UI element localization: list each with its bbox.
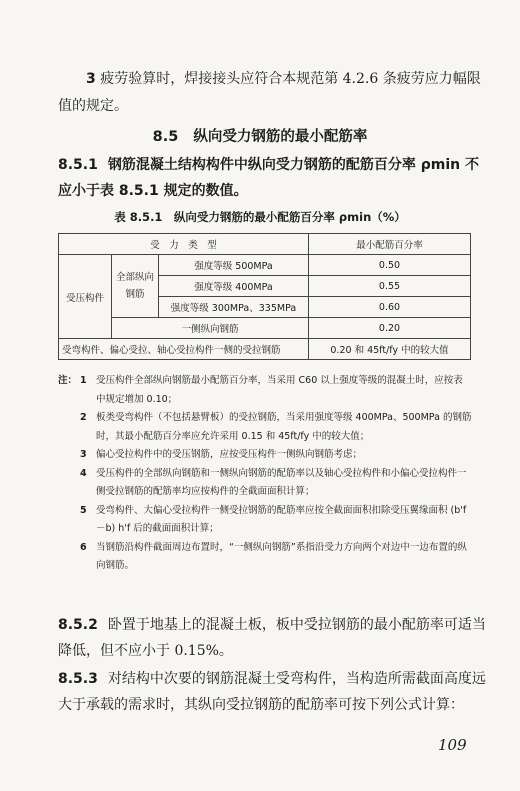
table-row [59,339,471,360]
clause-8-5-2 [58,612,488,664]
clause-text: 钢筋混凝土结构构件中纵向受力钢筋的配筋百分率 ρmin 不应小于表 8.5.1 规定的数值。 [58,157,479,199]
row-value-cell: 0.50 [309,255,471,276]
paragraph-number: 3 [86,71,96,87]
clause-8-5-1 [58,152,488,204]
note-text: 偏心受拉构件中的受压钢筋，应按受压构件一侧纵向钢筋考虑； [96,449,363,460]
table-row [59,255,471,276]
row-label-cell: 一侧纵向钢筋 [112,318,309,339]
notes-label: 注： [58,375,78,386]
note-number: 5 [80,504,87,516]
row-value-cell: 0.20 [309,318,471,339]
group-compression-cell: 受压构件 [59,255,112,339]
clause-8-5-3 [58,666,488,718]
clause-number: 8.5.2 [58,617,98,633]
note-text: 受压构件的全部纵向钢筋和一侧纵向钢筋的配筋率以及轴心受拉构件和小偏心受拉构件一侧受拉钢筋的配筋率均应按构件的全截面面积计算； [96,467,467,497]
note-item [58,409,472,446]
header-value-cell: 最小配筋百分率 [309,234,471,255]
paragraph-fatigue [58,66,488,120]
row-label-cell: 强度等级 400MPa [159,276,309,297]
note-number: 4 [80,467,87,479]
section-title: 纵向受力钢筋的最小配筋率 [193,129,368,145]
note-number: 3 [80,449,87,460]
note-text: 板类受弯构件（不包括悬臂板）的受拉钢筋，当采用强度等级 400MPa、500MPa 的钢筋时，其最小配筋百分率应允许采用 0.15 和 45ft/fy 中的较大值； [96,412,472,442]
min-reinforcement-table [58,233,471,360]
note-number: 6 [80,541,87,553]
note-item [58,465,472,502]
section-number: 8.5 [152,129,179,145]
table-caption: 表 8.5.1 纵向受力钢筋的最小配筋百分率 ρmin（%） [114,210,406,224]
table-notes [58,372,472,576]
paragraph-text: 疲劳验算时，焊接接头应符合本规范第 4.2.6 条疲劳应力幅限值的规定。 [58,71,481,114]
group-all-bars-cell: 全部纵向钢筋 [112,255,159,318]
note-item [58,539,472,576]
clause-number: 8.5.3 [58,671,98,687]
note-number: 1 [80,375,87,386]
section-heading [0,125,520,146]
page-number: 109 [438,736,467,754]
row-label-cell: 强度等级 300MPa、335MPa [159,297,309,318]
note-item [58,446,472,465]
clause-text: 卧置于地基上的混凝土板，板中受拉钢筋的最小配筋率可适当降低，但不应小于 0.15%。 [58,617,486,659]
note-text: 受弯构件、大偏心受拉构件一侧受拉钢筋的配筋率应按全截面面积扣除受压翼缘面积 (b'f－b) h'f 后的截面面积计算； [96,504,467,534]
note-number: 2 [80,412,87,423]
row-value-cell: 0.55 [309,276,471,297]
note-text: 当钢筋沿构件截面周边布置时，“一侧纵向钢筋”系指沿受力方向两个对边中一边布置的纵向钢筋。 [96,541,467,571]
row-value-cell: 0.60 [309,297,471,318]
row-label-cell: 受弯构件、偏心受拉、轴心受拉构件一侧的受拉钢筋 [59,339,309,360]
table-row [59,318,471,339]
clause-text: 对结构中次要的钢筋混凝土受弯构件，当构造所需截面高度远大于承载的需求时，其纵向受拉钢筋的配筋率可按下列公式计算： [58,671,486,713]
note-text: 受压构件全部纵向钢筋最小配筋百分率，当采用 C60 以上强度等级的混凝土时，应按表中规定增加 0.10； [96,375,463,405]
row-label-cell: 强度等级 500MPa [159,255,309,276]
row-value-cell: 0.20 和 45ft/fy 中的较大值 [309,339,471,360]
header-type-cell: 受 力 类 型 [59,234,309,255]
clause-number: 8.5.1 [58,157,98,173]
note-item [58,502,472,539]
table-header-row [59,234,471,255]
note-item [58,372,472,409]
